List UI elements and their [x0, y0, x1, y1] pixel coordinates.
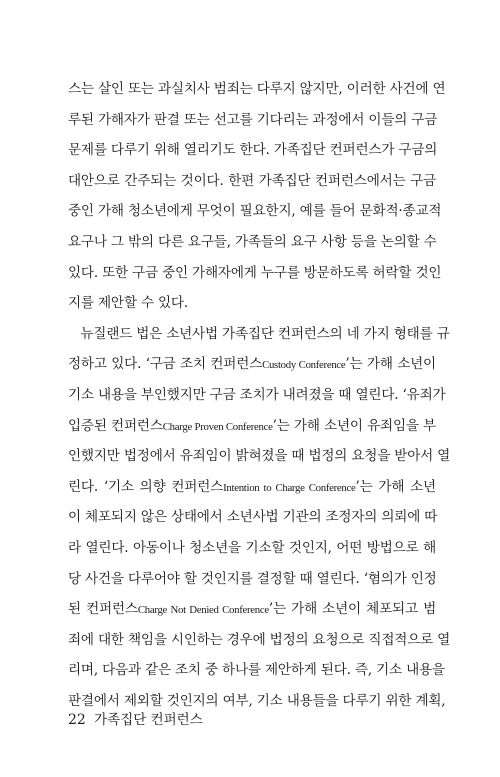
text-line — [68, 594, 436, 625]
text-segment: 당 사건을 다루어야 할 것인지를 결정할 때 열린다. ‘혐의가 인정 — [68, 570, 437, 587]
text-segment: 리며, 다음과 같은 조치 중 하나를 제안하게 된다. 즉, 기소 내용을 — [68, 662, 445, 679]
text-segment: 있다. 또한 구금 중인 가해자에게 누구를 방문하도록 허락할 것인 — [68, 264, 442, 281]
english-term: Charge Not Denied Conference — [137, 604, 269, 617]
page-number: 22 — [68, 712, 86, 728]
text-segment: 기소 내용을 부인했지만 구금 조치가 내려졌을 때 열린다. ‘유죄가 — [68, 386, 446, 403]
text-line — [68, 655, 445, 686]
english-term: Intention to Charge Conference — [223, 481, 356, 494]
text-segment: 뉴질랜드 법은 소년사법 가족집단 컨퍼런스의 네 가지 형태를 규 — [68, 325, 450, 342]
text-line — [68, 625, 451, 656]
text-line — [68, 533, 436, 564]
english-term: Custody Conference — [262, 359, 346, 372]
text-segment: 인했지만 법정에서 유죄임이 밝혀졌을 때 법정의 요청을 받아서 열 — [68, 448, 451, 465]
text-line — [68, 135, 436, 166]
text-segment: 대안으로 간주되는 것이다. 한편 가족집단 컨퍼런스에서는 구금 — [68, 172, 436, 189]
text-segment: ’는 가해 소년이 유죄임을 부 — [272, 417, 436, 434]
text-segment: 린다. ‘기소 의향 컨퍼런스 — [68, 478, 224, 495]
text-segment: 요구나 그 밖의 다른 요구들, 가족들의 요구 사항 등을 논의할 수 — [68, 233, 437, 250]
text-segment: 된 컨퍼런스 — [68, 601, 138, 618]
text-line — [68, 288, 436, 319]
text-line — [68, 564, 436, 595]
text-line — [68, 380, 446, 411]
text-segment: ’는 가해 소년 — [355, 478, 436, 495]
english-term: Charge Proven Conference — [162, 420, 273, 433]
text-segment: 문제를 다루기 위해 열리기도 한다. 가족집단 컨퍼런스가 구금의 — [68, 142, 438, 159]
text-segment: 판결에서 제외할 것인지의 여부, 기소 내용들을 다루기 위한 계획, — [68, 692, 446, 709]
text-segment: ’는 가해 소년이 — [345, 356, 436, 373]
text-segment: 스는 살인 또는 과실치사 범죄는 다루지 않지만, 이러한 사건에 연 — [68, 81, 446, 97]
text-segment: 루된 가해자가 판결 또는 선고를 기다리는 과정에서 이들의 구금 — [68, 111, 438, 128]
text-line — [68, 411, 436, 442]
text-line — [68, 196, 442, 227]
text-segment: ’는 가해 소년이 체포되고 범 — [268, 601, 437, 618]
text-line — [68, 258, 442, 289]
page-footer — [68, 708, 203, 728]
text-line — [68, 105, 436, 136]
text-segment: 정하고 있다. ‘구금 조치 컨퍼런스 — [68, 356, 263, 373]
text-segment: 중인 가해 청소년에게 무엇이 필요한지, 예를 들어 문화적·종교적 — [68, 203, 442, 220]
text-line — [68, 319, 450, 350]
text-segment: 지를 제안할 수 있다. — [68, 295, 188, 312]
text-line — [68, 502, 436, 533]
text-line — [68, 227, 436, 258]
running-title: 가족집단 컨퍼런스 — [94, 712, 203, 728]
body-text — [68, 74, 451, 716]
text-line — [68, 349, 436, 380]
text-line — [68, 166, 436, 197]
text-segment: 라 열린다. 아동이나 청소년을 기소할 것인지, 어떤 방법으로 해 — [68, 539, 436, 556]
text-line — [68, 74, 446, 105]
text-line — [68, 441, 451, 472]
text-segment: 이 체포되지 않은 상태에서 소년사법 기관의 조정자의 의뢰에 따 — [68, 509, 438, 526]
text-segment: 죄에 대한 책임을 시인하는 경우에 법정의 요청으로 직접적으로 열 — [68, 631, 451, 648]
text-line — [68, 472, 436, 503]
text-segment: 입증된 컨퍼런스 — [68, 417, 163, 434]
